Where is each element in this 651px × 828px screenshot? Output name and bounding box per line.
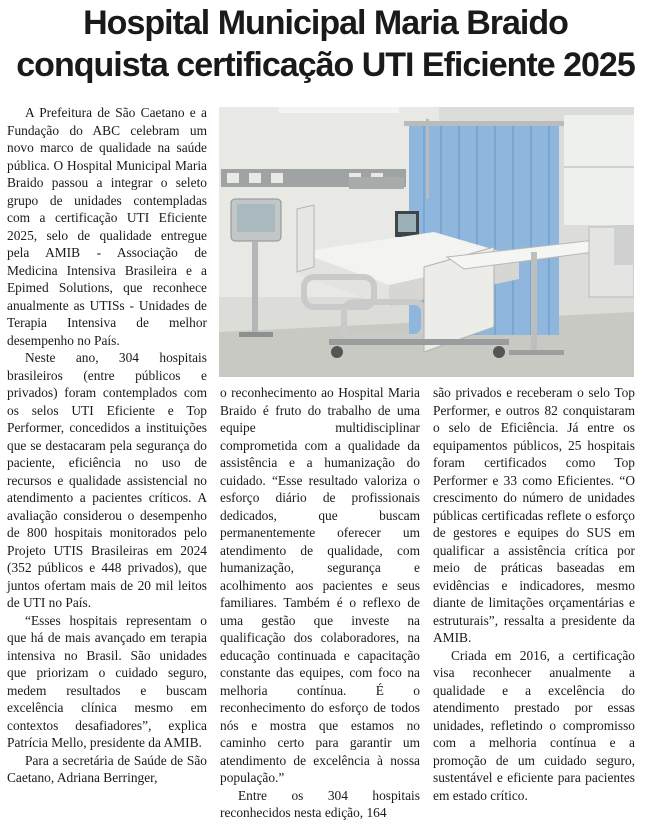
paragraph: o reconhecimento ao Hospital Maria Braido é fruto do trabalho de uma equipe multidisciplinar comprometida com a qualidade da assistência e a humanização do cuidado. “Esse resultado valoriza o esforço diário de profissionais dedicados, que buscam permanentemente oferecer um atendimento de qualidade, com humanização, segurança e acolhimento aos pacientes e seus familiares. Também é o reflexo de uma gestão que investe na qualificação dos colaboradores, na educação continuada e capacitação constante das equipes, com foco na melhoria contínua. É o reconhecimento do esforço de todos nós e mostra que estamos no caminho certo para garantir um atendimento de excelência à nossa população.” <box>220 385 420 785</box>
column-1 <box>7 104 207 787</box>
column-3 <box>433 384 635 804</box>
paragraph: Para a secretária de Saúde de São Caetano, Adriana Berringer, <box>7 752 207 785</box>
paragraph: são privados e receberam o selo Top Performer, e outros 82 conquistaram o selo de Eficiência. Já entre os equipamentos públicos, 25 hospitais foram certificados como Top Performer e 33 como Eficientes. “O crescimento do número de unidades públicas certificadas reflete o esforço de gestores e equipes do SUS em qualificar a assistência crítica por meio de práticas baseadas em evidências e indicadores, mesmo diante de limitações orçamentárias e estruturais”, ressalta a presidente da AMIB. <box>433 385 635 645</box>
headline-line-2: conquista certificação UTI Eficiente 2025 <box>16 46 635 84</box>
paragraph: A Prefeitura de São Caetano e a Fundação do ABC celebram um novo marco de qualidade na saúde pública. O Hospital Municipal Maria Braido passou a integrar o seleto grupo de unidades contempladas com a certificação UTI Eficiente 2025, selo de qualidade entregue pela AMIB - Associação de Medicina Intensiva Brasileira e a Epimed Solutions, que reconhece anualmente as UTISs - Unidades de Terapia Intensiva de melhor desempenho no País. <box>7 105 207 348</box>
icu-bed-photo <box>219 107 634 377</box>
paragraph: “Esses hospitais representam o que há de mais avançado em terapia intensiva no Brasil. São unidades que priorizam o cuidado seguro, medem resultados e buscam excelência clínica mesmo em contextos desafiadores”, explica Patrícia Mello, presidente da AMIB. <box>7 612 207 750</box>
headline-line-1: Hospital Municipal Maria Braido <box>83 4 568 42</box>
headline <box>0 2 651 86</box>
paragraph: Criada em 2016, a certificação visa reconhecer anualmente a qualidade e a excelência do atendimento prestado por essas unidades, refletindo o compromisso com a melhoria contínua e a promoção de um cuidado seguro, sustentável e eficiente para pacientes em estado crítico. <box>433 647 635 803</box>
paragraph: Entre os 304 hospitais reconhecidos nesta edição, 164 <box>220 787 420 820</box>
column-2 <box>220 384 420 822</box>
paragraph: Neste ano, 304 hospitais brasileiros (entre públicos e privados) foram contemplados com os selos UTI Eficiente e Top Performer, concedidos a instituições que se destacaram pela segurança do paciente, eficiência no uso de recursos e qualidade assistencial no atendimento a pacientes críticos. A avaliação considerou o desempenho de 800 hospitais monitorados pelo Projeto UTIS Brasileiras em 2024 (352 públicos e 448 privados), que juntos ofertam mais de 20 mil leitos de UTI no País. <box>7 350 207 610</box>
